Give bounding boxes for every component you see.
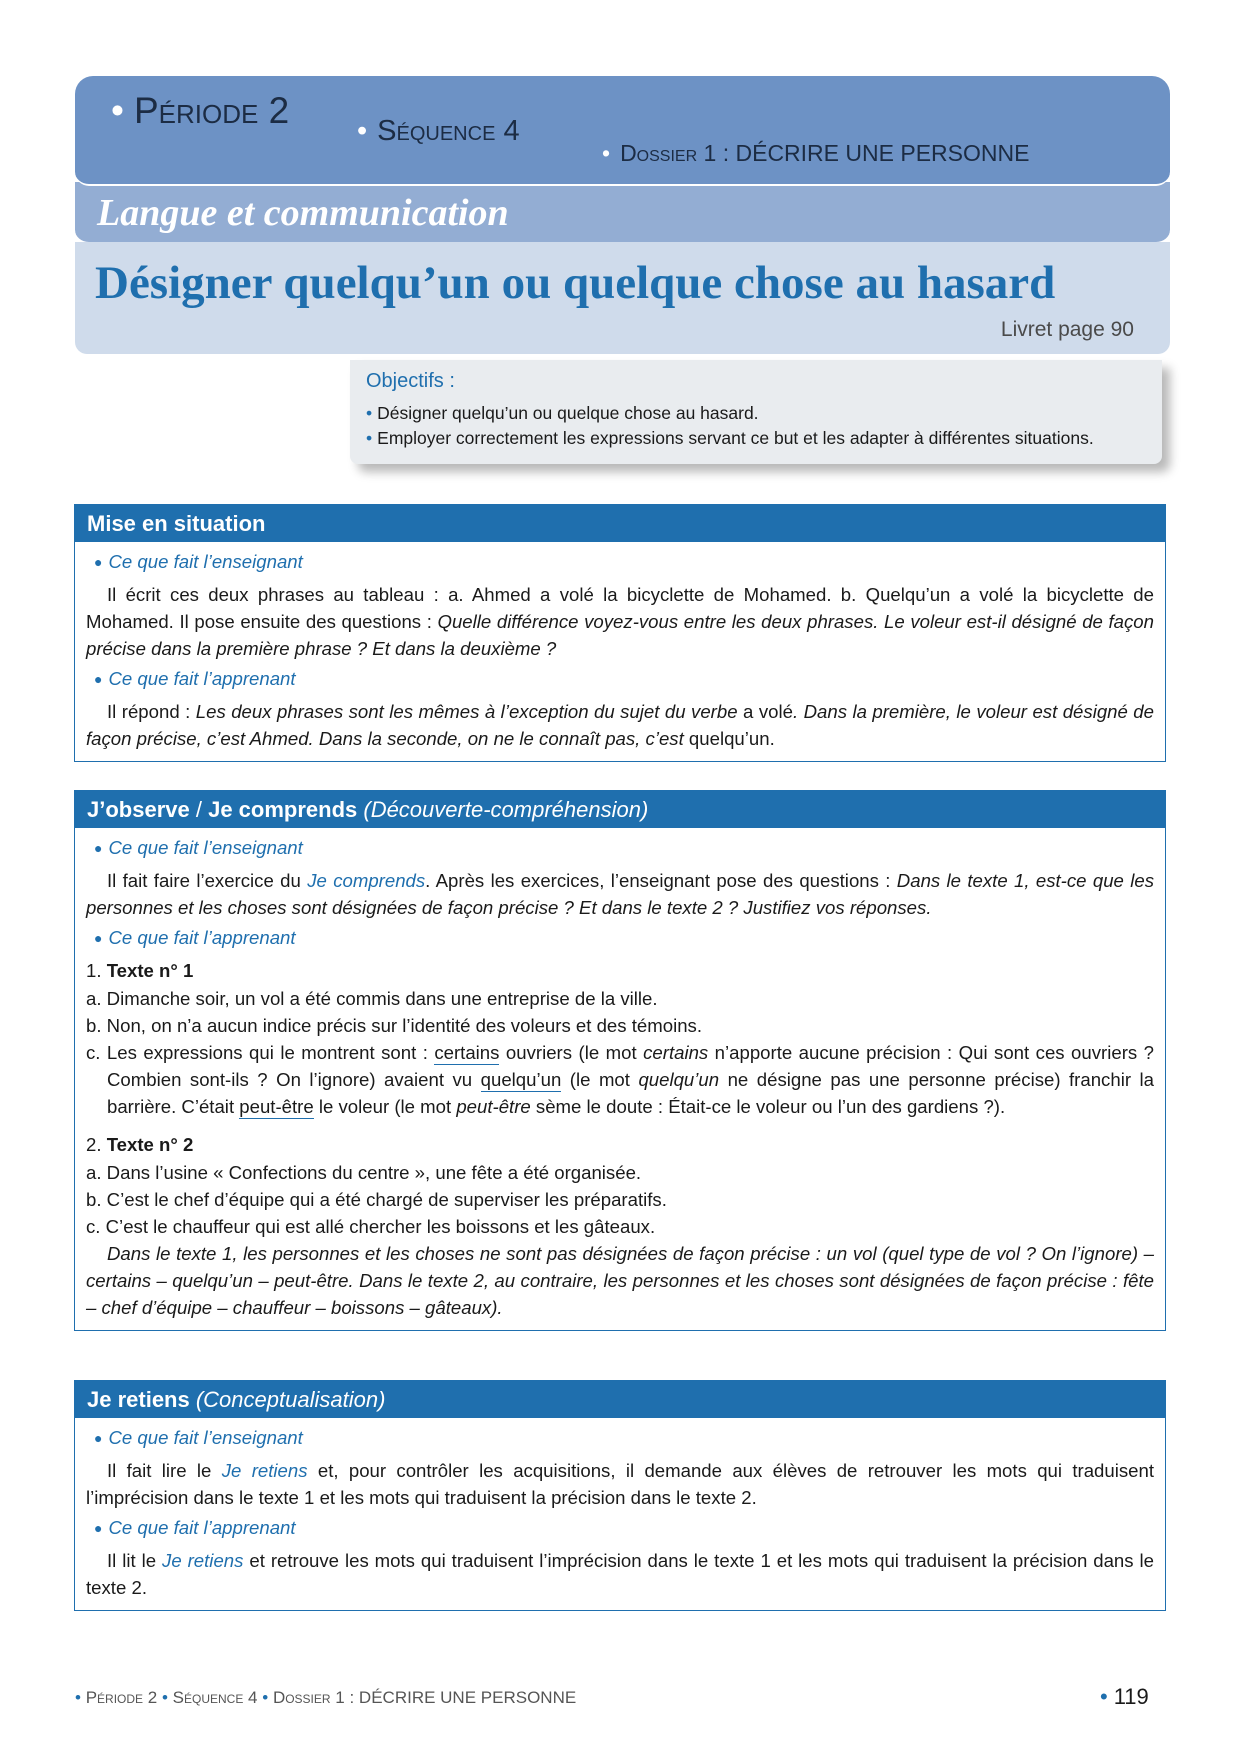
paragraph: Il répond : Les deux phrases sont les mêmes à l’exception du sujet du verbe a volé. Dans la première, le voleur est désigné de façon précise, c’est Ahmed. Dans la seconde, on ne le connaît pas, c’est quelqu’un. <box>86 701 1154 749</box>
crumb-dossier: • Dossier 1 : DÉCRIRE UNE PERSONNE <box>602 140 1030 166</box>
page-number: • 119 <box>1100 1684 1149 1709</box>
section-mise-en-situation <box>74 504 1166 762</box>
section-header: Je retiens (Conceptualisation) <box>75 1381 1165 1418</box>
subheading-enseignant: ● Ce que fait l’enseignant <box>94 551 303 572</box>
subheading-apprenant: ● Ce que fait l’apprenant <box>94 1517 296 1538</box>
page-footer: • Période 2 • Séquence 4 • Dossier 1 : DÉCRIRE UNE PERSONNE <box>75 1688 577 1707</box>
section-observe-comprends <box>74 790 1166 1331</box>
objectives-title: Objectifs : <box>366 370 455 392</box>
livret-page-ref: Livret page 90 <box>1000 318 1134 341</box>
texte-1-heading: 1. Texte n° 1 <box>86 960 194 981</box>
list-item: b. C’est le chef d’équipe qui a été chargé de superviser les préparatifs. <box>86 1189 667 1210</box>
subheading-apprenant: ● Ce que fait l’apprenant <box>94 927 296 948</box>
header-breadcrumb-bar <box>75 76 1170 186</box>
paragraph: Il lit le Je retiens et retrouve les mots qui traduisent l’imprécision dans le texte 1 et les mots qui traduisent la précision dans le texte 2. <box>86 1550 1154 1598</box>
crumb-periode: • Période 2 <box>111 90 290 131</box>
texte-2-heading: 2. Texte n° 2 <box>86 1134 194 1155</box>
subheading-enseignant: ● Ce que fait l’enseignant <box>94 837 303 858</box>
page-header <box>75 76 1170 354</box>
section-je-retiens <box>74 1380 1166 1611</box>
subheading-apprenant: ● Ce que fait l’apprenant <box>94 668 296 689</box>
conclusion-paragraph: Dans le texte 1, les personnes et les choses ne sont pas désignées de façon précise : un vol (quel type de vol ? On l’ignore) – certains – quelqu’un – peut-être. Dans le texte 2, au contraire, les personnes et les choses sont désignées de façon précise : fête – chef d’équipe – chauffeur – boissons – gâteaux). <box>86 1243 1154 1318</box>
list-item: a. Dimanche soir, un vol a été commis dans une entreprise de la ville. <box>86 988 658 1009</box>
objective-item: • Employer correctement les expressions servant ce but et les adapter à différentes situations. <box>366 428 1094 448</box>
header-subject-band: Langue et communication <box>75 182 1170 244</box>
paragraph: Il fait lire le Je retiens et, pour contrôler les acquisitions, il demande aux élèves de retrouver les mots qui traduisent l’imprécision dans le texte 1 et les mots qui traduisent la précision dans le texte 2. <box>86 1460 1155 1508</box>
section-header: Mise en situation <box>75 505 1165 542</box>
list-item: a. Dans l’usine « Confections du centre », une fête a été organisée. <box>86 1162 642 1183</box>
paragraph: Il fait faire l’exercice du Je comprends. Après les exercices, l’enseignant pose des questions : Dans le texte 1, est-ce que les personnes et les choses sont désignées de façon précise ? Et dans le texte 2 ? Justifiez vos réponses. <box>86 870 1155 918</box>
list-item: c. Les expressions qui le montrent sont : certains ouvriers (le mot certains n’apporte aucune précision : Qui sont ces ouvriers ? Combien sont-ils ? On l’ignore) avaient vu quelqu’un (le mot quelqu’un ne désigne pas une personne précise) franchir la barrière. C’était peut-être le voleur (le mot peut-être sème le doute : Était-ce le voleur ou l’un des gardiens ?). <box>86 1042 1154 1117</box>
list-item: b. Non, on n’a aucun indice précis sur l’identité des voleurs et des témoins. <box>86 1015 702 1036</box>
section-header: J’observe / Je comprends (Découverte-compréhension) <box>75 791 1165 828</box>
paragraph: Il écrit ces deux phrases au tableau : a. Ahmed a volé la bicyclette de Mohamed. b. Quelqu’un a volé la bicyclette de Mohamed. Il pose ensuite des questions : Quelle différence voyez-vous entre les deux phrases. Le voleur est-il désigné de façon précise dans la première phrase ? Et dans la deuxième ? <box>86 584 1154 659</box>
crumb-sequence: • Séquence 4 <box>357 115 520 147</box>
page-title: Désigner quelqu’un ou quelque chose au hasard <box>95 257 1056 309</box>
objective-item: • Désigner quelqu’un ou quelque chose au hasard. <box>366 403 759 423</box>
subheading-enseignant: ● Ce que fait l’enseignant <box>94 1427 303 1448</box>
header-title-block <box>75 242 1170 354</box>
objectives-box <box>350 360 1162 464</box>
list-item: c. C’est le chauffeur qui est allé chercher les boissons et les gâteaux. <box>86 1216 656 1237</box>
